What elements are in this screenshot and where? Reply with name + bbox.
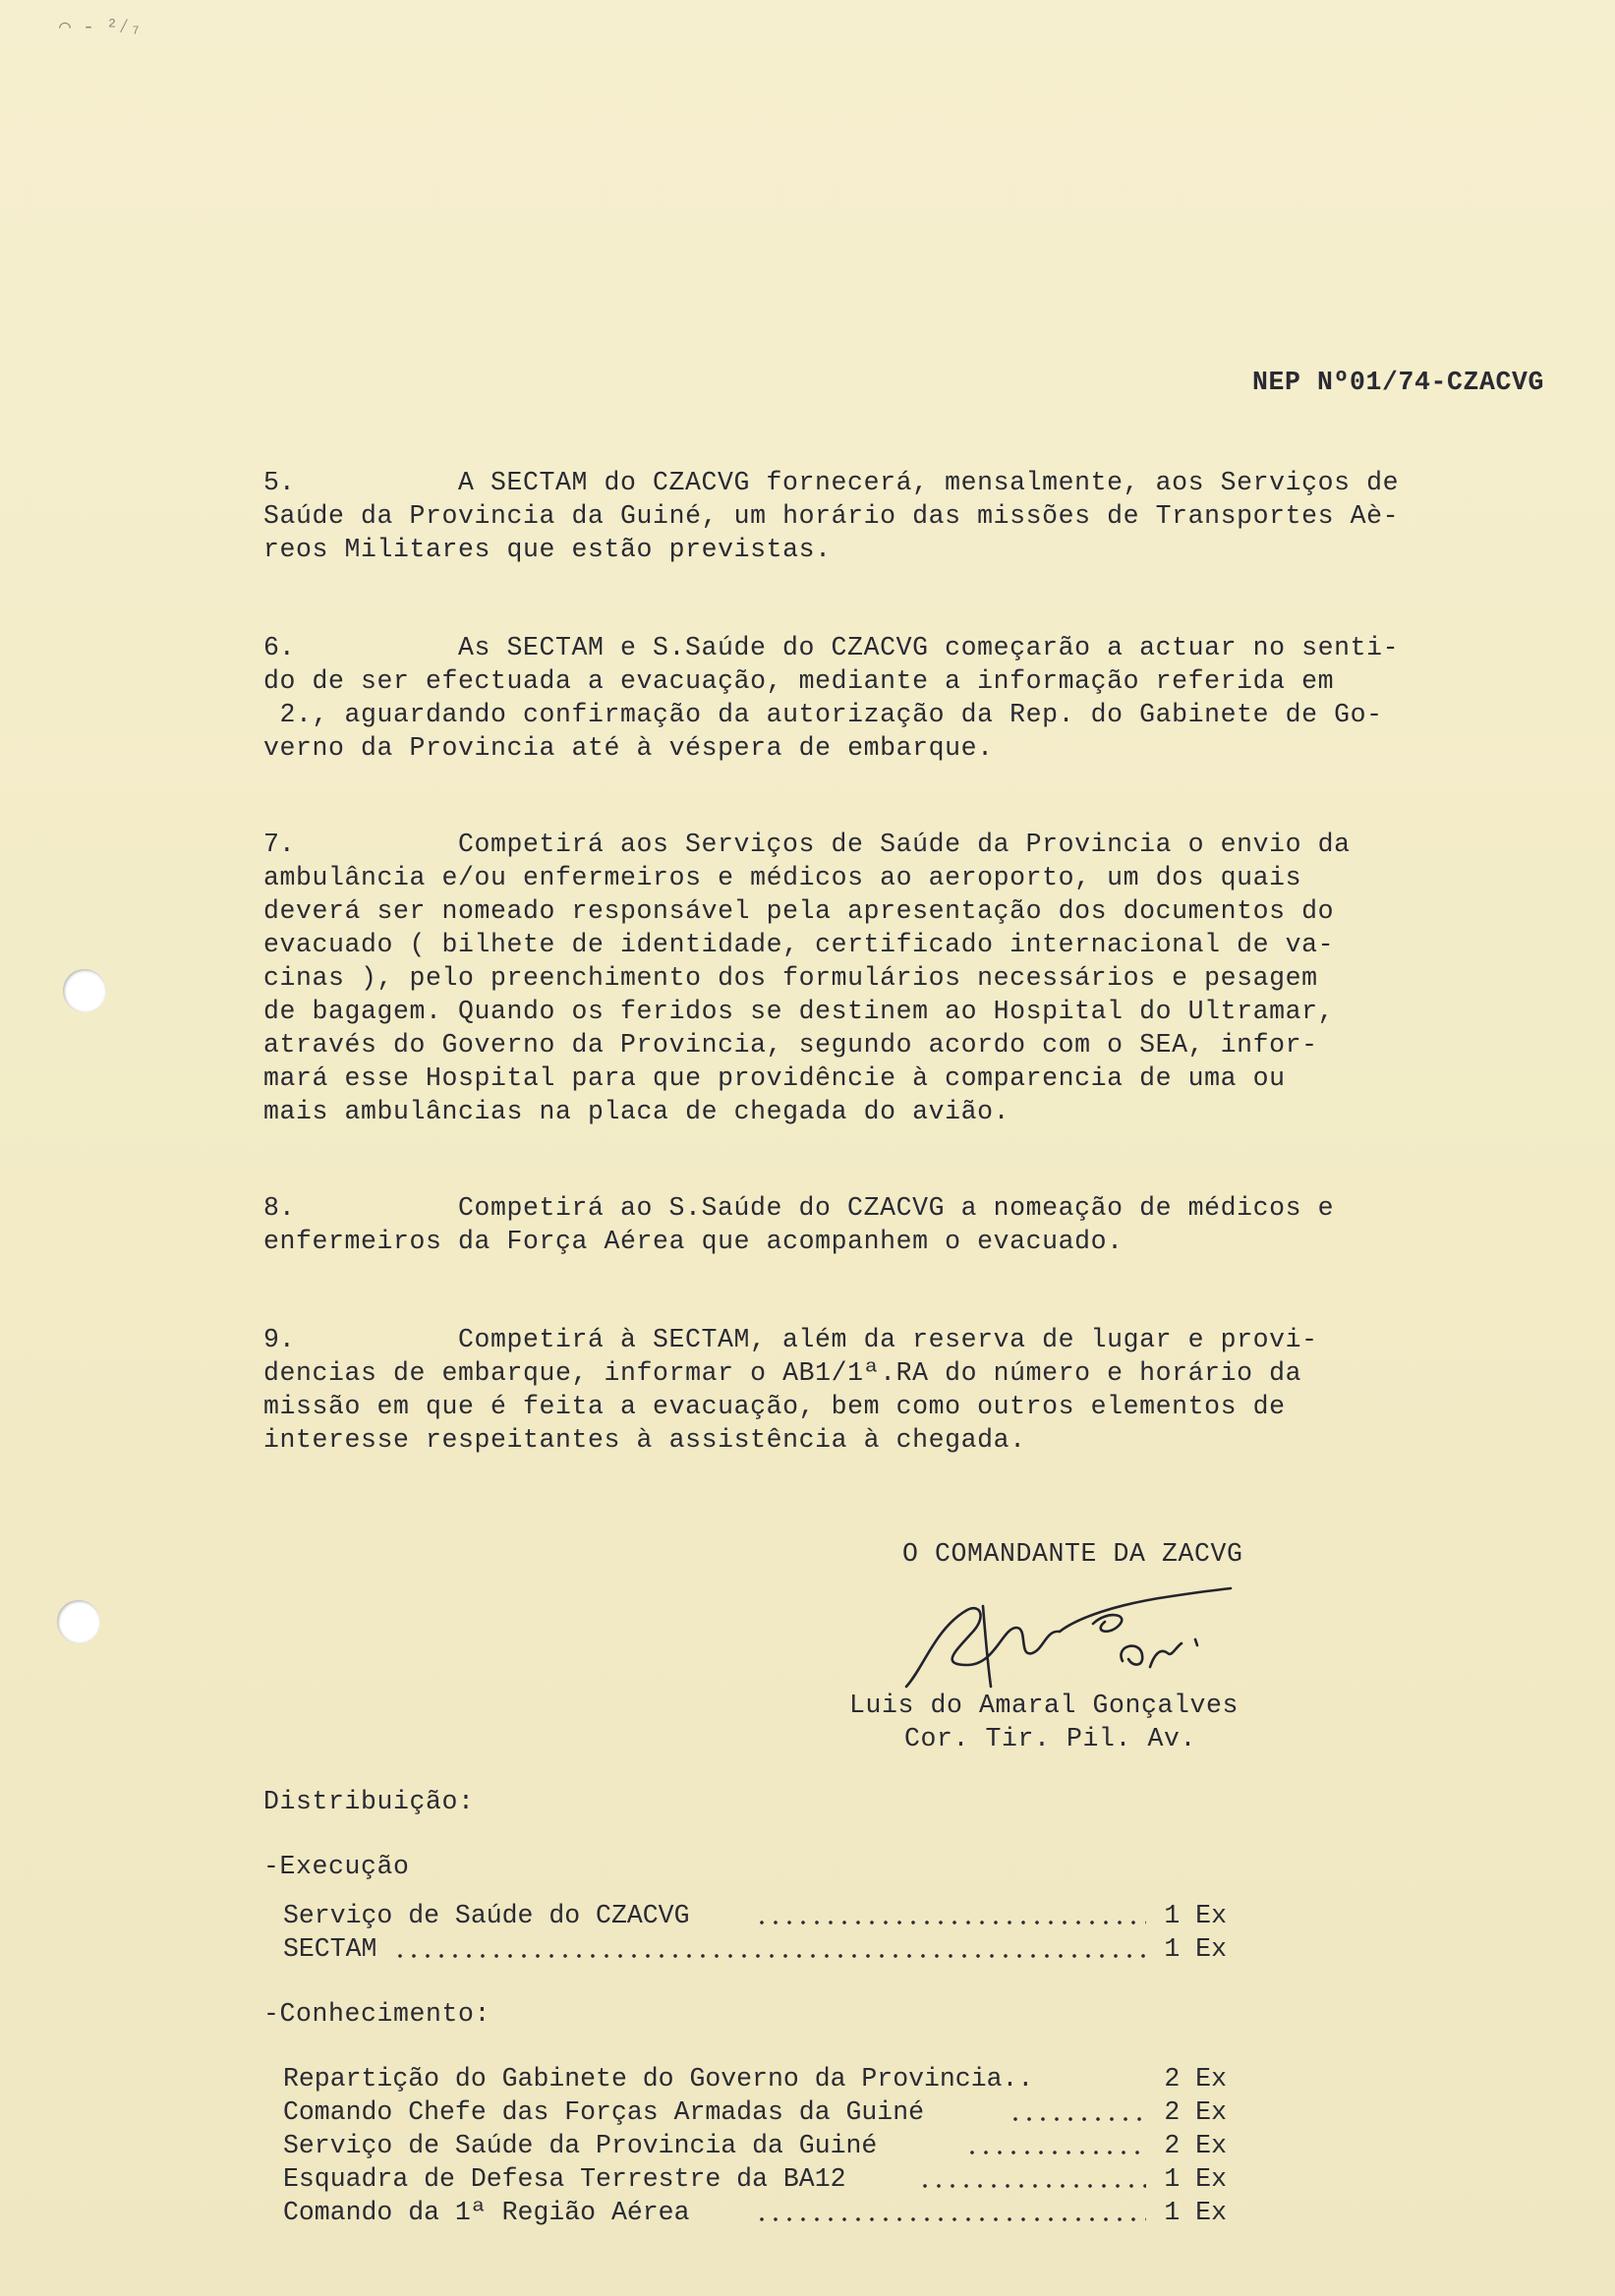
conhecimento-heading: -Conhecimento: [263, 1999, 491, 2029]
paragraph-number: 6. [263, 633, 295, 662]
distribution-item-label: Esquadra de Defesa Terrestre da BA12 [283, 2164, 846, 2194]
distribution-item [283, 2095, 1227, 2129]
leader-dots [755, 1921, 1146, 1924]
distribution-item-label: SECTAM [283, 1934, 377, 1964]
paragraph-line: Competirá aos Serviços de Saúde da Provincia o envio da [458, 830, 1351, 859]
paragraph-line: ambulância e/ou enfermeiros e médicos ao aeroporto, um dos quais [263, 863, 1302, 892]
paragraph-line: deverá ser nomeado responsável pela apresentação dos documentos do [263, 896, 1335, 926]
paragraph-line: verno da Provincia até à véspera de embarque. [263, 733, 994, 763]
punch-hole-bottom [57, 1600, 100, 1643]
distribution-item-qty: 1 Ex [1164, 1934, 1227, 1964]
paragraph-line: 2., aguardando confirmação da autorização da Rep. do Gabinete de Go- [263, 700, 1383, 729]
paragraph-line: A SECTAM do CZACVG fornecerá, mensalmente, aos Serviços de [458, 468, 1400, 497]
document-reference: NEP Nº01/74-CZACVG [1252, 368, 1545, 397]
paragraph-number: 5. [263, 468, 295, 497]
distribution-item-qty: 1 Ex [1164, 2164, 1227, 2194]
leader-dots [755, 2217, 1146, 2221]
leader-dots [1009, 2117, 1146, 2121]
signatory-name: Luis do Amaral Gonçalves [849, 1691, 1240, 1720]
punch-hole-top [63, 969, 106, 1012]
leader-dots [393, 1954, 1146, 1958]
signatory-rank: Cor. Tir. Pil. Av. [904, 1724, 1197, 1753]
leader-dots [918, 2184, 1146, 2188]
paragraph-line: evacuado ( bilhete de identidade, certificado internacional de va- [263, 930, 1335, 959]
distribution-item [283, 1899, 1227, 1932]
distribution-item-label: Comando Chefe das Forças Armadas da Guiné [283, 2097, 925, 2127]
distribution-item-label: Serviço de Saúde da Provincia da Guiné [283, 2131, 878, 2160]
execucao-heading: -Execução [263, 1852, 410, 1881]
paragraph-line: Competirá ao S.Saúde do CZACVG a nomeação de médicos e [458, 1193, 1335, 1223]
paragraph-line: através do Governo da Provincia, segundo acordo com o SEA, infor- [263, 1030, 1318, 1060]
paragraph-line: interesse respeitantes à assistência à chegada. [263, 1425, 1026, 1455]
distribution-item-qty: 2 Ex [1164, 2064, 1227, 2094]
distribution-item-qty: 1 Ex [1164, 2198, 1227, 2227]
paragraph-number: 7. [263, 830, 295, 859]
distribution-item-qty: 1 Ex [1164, 1901, 1227, 1930]
signatory-title: O COMANDANTE DA ZACVG [902, 1539, 1243, 1569]
paragraph-line: enfermeiros da Força Aérea que acompanhem o evacuado. [263, 1227, 1124, 1256]
paragraph-number: 8. [263, 1193, 295, 1223]
distribution-item-label: Serviço de Saúde do CZACVG [283, 1901, 690, 1930]
paragraph-line: mais ambulâncias na placa de chegada do avião. [263, 1097, 1010, 1126]
leader-dots [965, 2151, 1146, 2154]
distribution-item [283, 2129, 1227, 2162]
paragraph-line: Competirá à SECTAM, além da reserva de lugar e provi- [458, 1325, 1318, 1354]
distribution-item [283, 1932, 1227, 1966]
paragraph-line: cinas ), pelo preenchimento dos formulários necessários e pesagem [263, 963, 1318, 993]
paragraph-line: reos Militares que estão previstas. [263, 535, 832, 564]
paragraph-line: mará esse Hospital para que providêncie à comparencia de uma ou [263, 1063, 1286, 1093]
paragraph-line: As SECTAM e S.Saúde do CZACVG começarão a actuar no senti- [458, 633, 1400, 662]
distribution-item-label: Comando da 1ª Região Aérea [283, 2198, 690, 2227]
distribution-item [283, 2162, 1227, 2196]
paragraph-line: dencias de embarque, informar o AB1/1ª.RA do número e horário da [263, 1358, 1302, 1388]
distribution-heading: Distribuição: [263, 1787, 475, 1816]
paragraph-line: do de ser efectuada a evacuação, mediante a informação referida em [263, 666, 1335, 696]
distribution-item [283, 2196, 1227, 2229]
paragraph-line: missão em que é feita a evacuação, bem como outros elementos de [263, 1392, 1286, 1421]
distribution-item-qty: 2 Ex [1164, 2097, 1227, 2127]
distribution-item-label: Repartição do Gabinete do Governo da Provincia.. [283, 2064, 1034, 2094]
paragraph-number: 9. [263, 1325, 295, 1354]
paragraph-line: de bagagem. Quando os feridos se destinem ao Hospital do Ultramar, [263, 997, 1335, 1026]
distribution-item-qty: 2 Ex [1164, 2131, 1227, 2160]
corner-pencil-mark: ⌒ - ²⁄₇ [59, 17, 143, 39]
distribution-item [283, 2062, 1227, 2095]
paragraph-line: Saúde da Provincia da Guiné, um horário das missões de Transportes Aè- [263, 501, 1400, 531]
handwritten-signature [885, 1571, 1258, 1698]
